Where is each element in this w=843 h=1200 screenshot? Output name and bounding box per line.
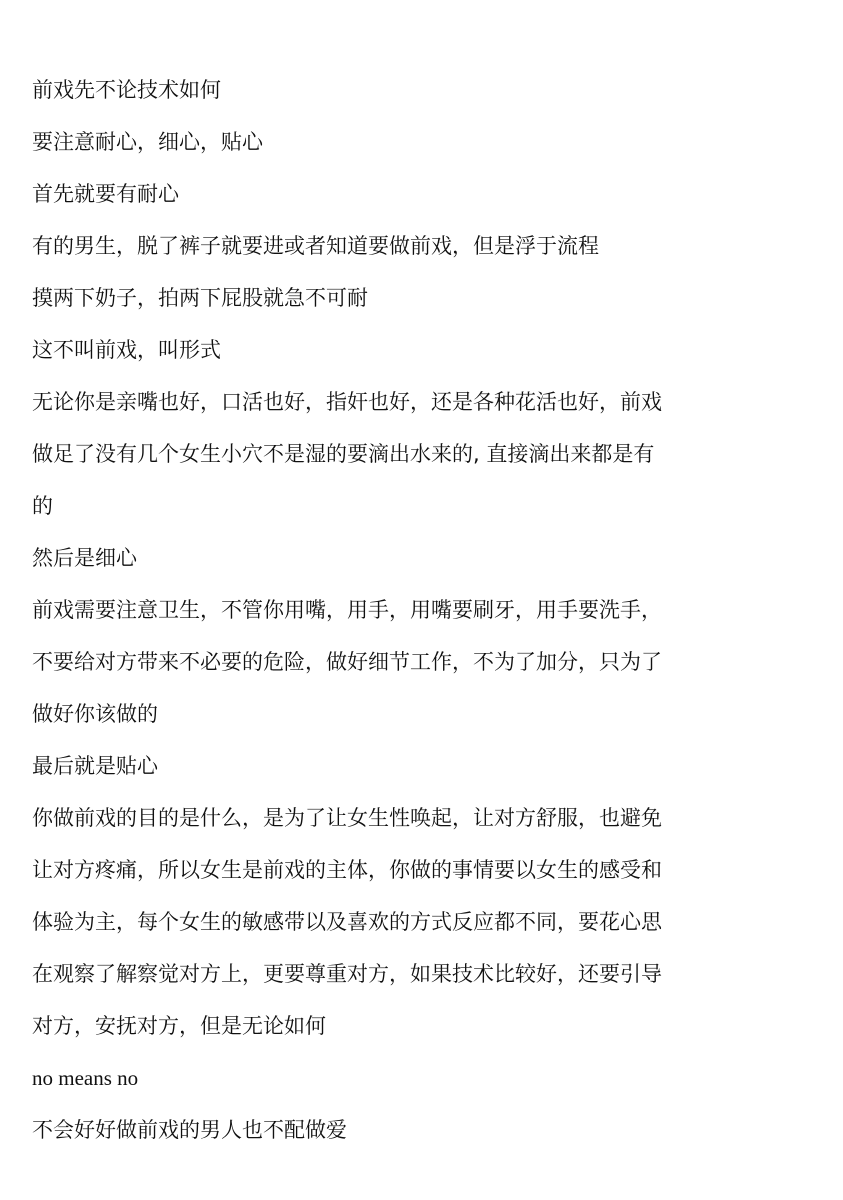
text-line: 前戏先不论技术如何 bbox=[32, 78, 221, 102]
text-line: 对方，安抚对方，但是无论如何 bbox=[32, 1014, 326, 1038]
text-line: 然后是细心 bbox=[32, 546, 137, 570]
text-line: 这不叫前戏，叫形式 bbox=[32, 338, 221, 362]
text-line: 做好你该做的 bbox=[32, 702, 158, 726]
text-line: 前戏需要注意卫生，不管你用嘴，用手，用嘴要刷牙，用手要洗手， bbox=[32, 598, 662, 622]
text-line: 最后就是贴心 bbox=[32, 754, 158, 778]
text-line: 的 bbox=[32, 494, 53, 518]
text-line: 摸两下奶子，拍两下屁股就急不可耐 bbox=[32, 286, 368, 310]
text-line: 做足了没有几个女生小穴不是湿的要滴出水来的, 直接滴出来都是有 bbox=[32, 442, 655, 466]
text-line: 有的男生，脱了裤子就要进或者知道要做前戏，但是浮于流程 bbox=[32, 234, 599, 258]
document-body bbox=[32, 64, 822, 1156]
text-line: 不会好好做前戏的男人也不配做爱 bbox=[32, 1118, 347, 1142]
text-line: 无论你是亲嘴也好，口活也好，指奸也好，还是各种花活也好，前戏 bbox=[32, 390, 662, 414]
text-line: 你做前戏的目的是什么，是为了让女生性唤起，让对方舒服，也避免 bbox=[32, 806, 662, 830]
text-line: 体验为主，每个女生的敏感带以及喜欢的方式反应都不同，要花心思 bbox=[32, 910, 662, 934]
text-line: 要注意耐心，细心，贴心 bbox=[32, 130, 263, 154]
text-line: 让对方疼痛，所以女生是前戏的主体，你做的事情要以女生的感受和 bbox=[32, 858, 662, 882]
text-line-latin: no means no bbox=[32, 1066, 139, 1090]
text-line: 不要给对方带来不必要的危险，做好细节工作，不为了加分，只为了 bbox=[32, 650, 662, 674]
text-line: 在观察了解察觉对方上，更要尊重对方，如果技术比较好，还要引导 bbox=[32, 962, 662, 986]
text-line: 首先就要有耐心 bbox=[32, 182, 179, 206]
